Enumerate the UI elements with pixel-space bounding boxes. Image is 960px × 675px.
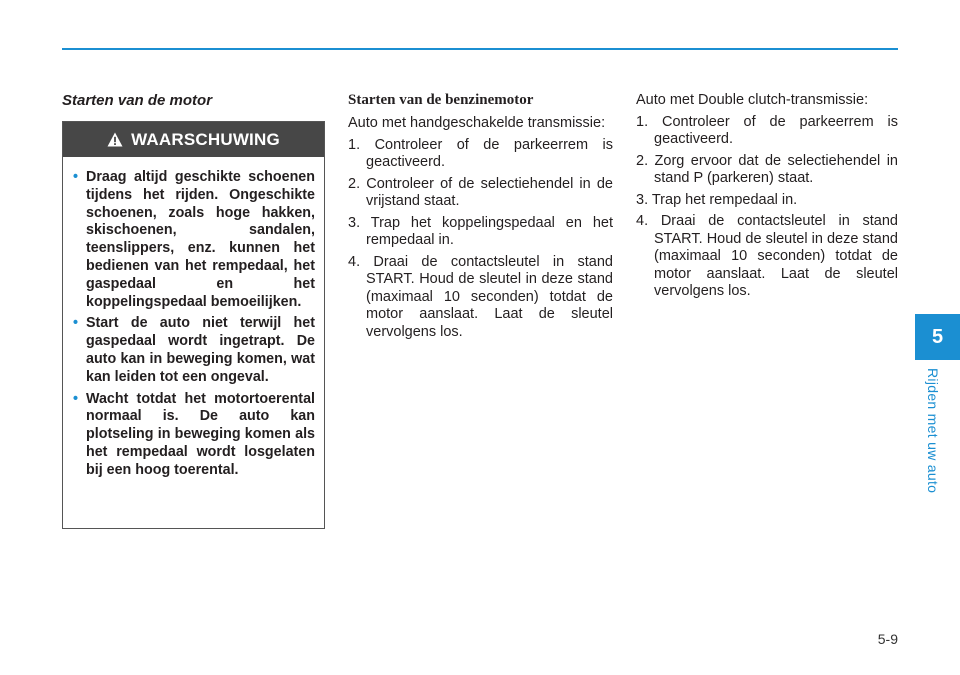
warning-header: [63, 122, 324, 157]
manual-steps: [348, 137, 613, 342]
step-item: 2. Controleer of de selectiehendel in de vrijstand staat.: [348, 175, 613, 209]
warning-item-text: Start de auto niet terwijl het gaspedaal wordt ingetrapt. De auto kan in beweging komen, wat kan leiden tot een ongeval.: [86, 315, 315, 385]
bullet-icon: •: [73, 390, 79, 407]
manual-intro: Auto met handgeschakelde transmissie:: [348, 115, 606, 131]
step-item: 4. Draai de contactsleutel in stand START. Houd de sleutel in deze stand (maximaal 10 seconden) totdat de motor aanslaat. Laat de sleutel vervolgens los.: [636, 213, 898, 299]
warning-item-text: Wacht totdat het motortoerental normaal is. De auto kan plotseling in beweging komen als het rempedaal wordt losgelaten bij een hoog toerental.: [86, 390, 315, 478]
warning-item-text: Draag altijd geschikte schoenen tijdens het rijden. Ongeschikte schoenen, zoals hoge hakken, skischoenen, sandalen, teenslippers, enz. kunnen het bedienen van het rempedaal, het gaspedaal en het koppelingspedaal bemoeilijken.: [86, 169, 315, 310]
header-rule: [62, 48, 898, 50]
warning-item: [73, 169, 315, 311]
bullet-icon: •: [73, 315, 79, 332]
step-item: 1. Controleer of de parkeerrem is geactiveerd.: [636, 113, 898, 147]
petrol-engine-heading: Starten van de benzinemotor: [348, 92, 534, 108]
step-item: 1. Controleer of de parkeerrem is geactiveerd.: [348, 136, 613, 170]
section-heading: Starten van de motor: [62, 92, 213, 109]
chapter-number-tab: 5: [915, 314, 960, 360]
page-number: 5-9: [877, 631, 898, 647]
warning-list: [63, 157, 324, 480]
warning-title: WAARSCHUWING: [131, 129, 280, 149]
dct-steps: [636, 114, 898, 301]
warning-box: [62, 121, 325, 529]
step-item: 4. Draai de contactsleutel in stand START. Houd de sleutel in deze stand (maximaal 10 seconden) totdat de motor aanslaat. Laat de sleutel vervolgens los.: [348, 253, 613, 340]
step-item: 2. Zorg ervoor dat de selectiehendel in stand P (parkeren) staat.: [636, 152, 898, 186]
warning-item: [73, 391, 315, 480]
warning-item: [73, 315, 315, 386]
warning-triangle-icon: [107, 132, 123, 147]
step-item: 3. Trap het rempedaal in.: [636, 191, 798, 208]
bullet-icon: •: [73, 169, 79, 185]
manual-transmission-column: [348, 92, 613, 345]
dct-column: [636, 92, 898, 305]
step-item: 3. Trap het koppelingspedaal en het rempedaal in.: [348, 214, 613, 248]
chapter-title: Rijden met uw auto: [925, 368, 941, 494]
dct-intro: Auto met Double clutch-transmissie:: [636, 92, 869, 108]
